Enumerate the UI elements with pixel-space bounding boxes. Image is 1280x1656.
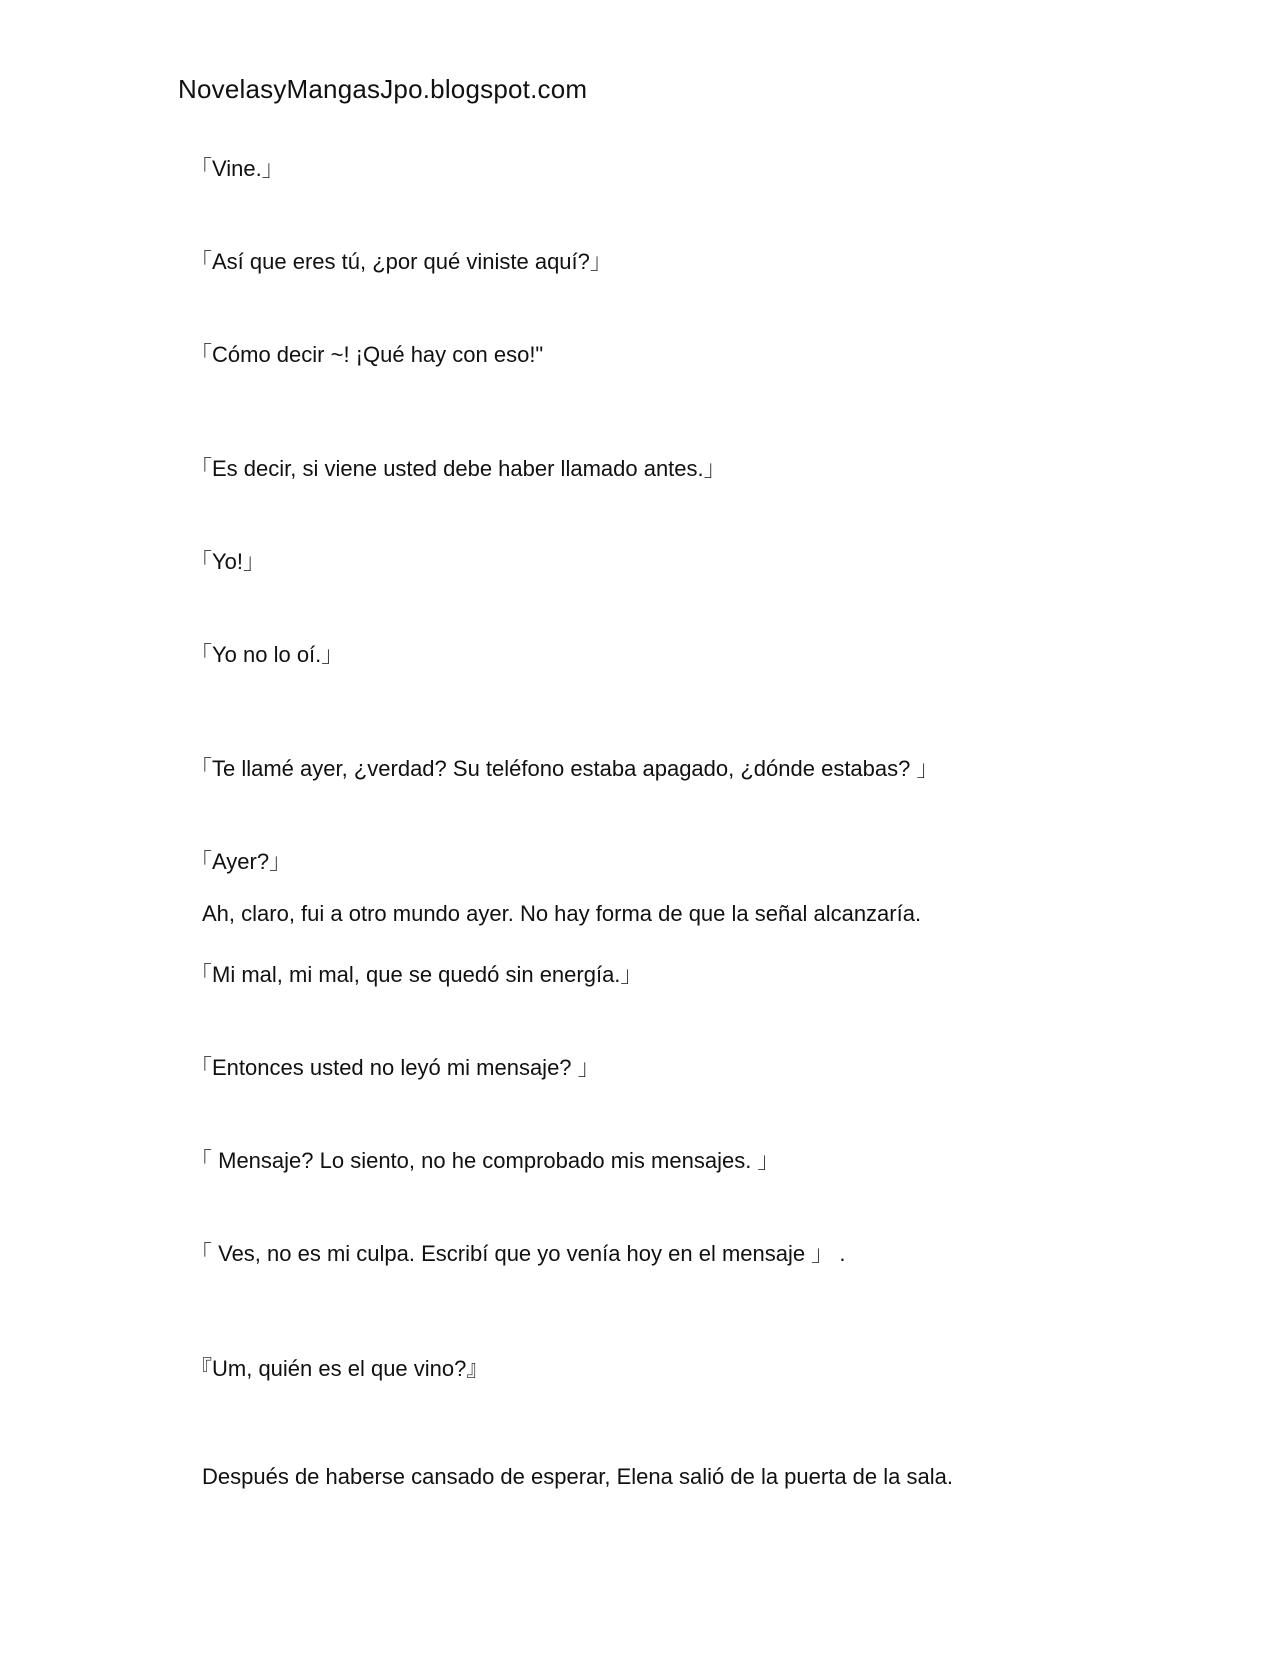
dialogue-line: 「Así que eres tú, ¿por qué viniste aquí?」	[190, 249, 612, 274]
dialogue-line: 『Um, quién es el que vino?』	[190, 1356, 489, 1381]
narration-line: Después de haberse cansado de esperar, Elena salió de la puerta de la sala.	[202, 1464, 953, 1489]
dialogue-line: 「Vine.」	[190, 156, 284, 181]
dialogue-line: 「 Ves, no es mi culpa. Escribí que yo venía hoy en el mensaje 」 .	[190, 1241, 846, 1266]
dialogue-line: 「Ayer?」	[190, 849, 292, 874]
dialogue-line: 「Te llamé ayer, ¿verdad? Su teléfono estaba apagado, ¿dónde estabas? 」	[190, 756, 939, 781]
dialogue-line: 「Mi mal, mi mal, que se quedó sin energía.」	[190, 962, 643, 987]
dialogue-line: 「 Mensaje? Lo siento, no he comprobado mis mensajes. 」	[190, 1148, 780, 1173]
dialogue-line: 「Yo no lo oí.」	[190, 642, 344, 667]
dialogue-line: 「Es decir, si viene usted debe haber llamado antes.」	[190, 456, 726, 481]
dialogue-line: 「Entonces usted no leyó mi mensaje? 」	[190, 1055, 600, 1080]
site-header: NovelasyMangasJpo.blogspot.com	[178, 74, 588, 104]
narration-line: Ah, claro, fui a otro mundo ayer. No hay forma de que la señal alcanzaría.	[202, 901, 922, 926]
dialogue-line: 「Yo!」	[190, 549, 266, 574]
dialogue-line: 「Cómo decir ~! ¡Qué hay con eso!"	[190, 342, 544, 367]
